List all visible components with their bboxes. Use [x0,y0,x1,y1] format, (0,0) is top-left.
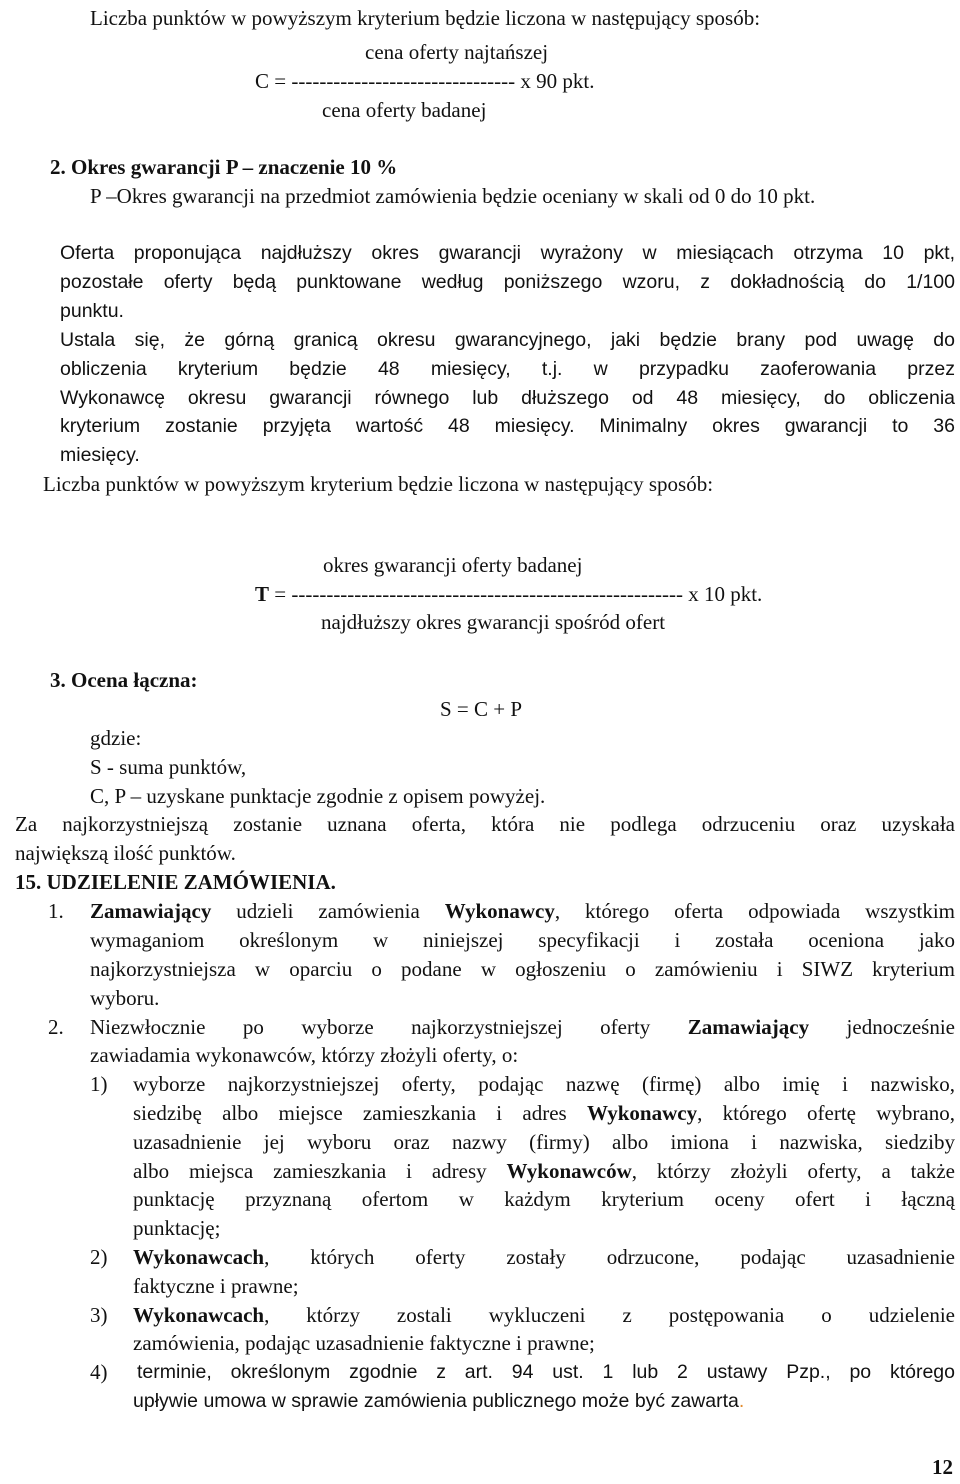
item-number: 1. [48,899,64,923]
subitem-3-line-2: zamówienia, podając uzasadnienie faktyczne i prawne; [133,1331,595,1355]
subitem-1-line: punktację; [133,1216,221,1240]
bold-term: Wykonawcach [133,1303,265,1327]
subitem-4-line-1: terminie, określonym zgodnie z art. 94 ust. 1 lub 2 ustawy Pzp., po którego [137,1361,955,1383]
subitem-number: 2) [90,1245,108,1269]
total-score-heading: 3. Ocena łączna: [50,668,198,692]
criterion-p-heading: 2. Okres gwarancji P – znaczenie 10 % [50,155,398,179]
bold-term: Zamawiający [687,1015,810,1039]
winner-line: Za najkorzystniejszą zostanie uznana oferta, która nie podlega odrzuceniu oraz uzyskała [15,812,955,836]
subitem-number: 4) [90,1360,108,1384]
paragraph-line: miesięcy. [60,444,140,466]
subitem-1-line: punktację przyznaną ofertom w każdym kryterium oceny ofert i łączną [133,1187,955,1211]
text-run: udzieli zamówienia [211,899,445,923]
paragraph-line: punktu. [60,300,124,322]
formula-t-numerator: okres gwarancji oferty badanej [323,553,583,577]
total-score-cp-definition: C, P – uzyskane punktacje zgodnie z opisem powyżej. [90,784,546,808]
subitem-1-line: wyborze najkorzystniejszej oferty, podając nazwę (firmę) albo imię i nazwisko, [133,1072,955,1096]
total-score-where: gdzie: [90,726,142,750]
bold-term: Wykonawcy [587,1101,698,1125]
formula-t-denominator: najdłuższy okres gwarancji spośród ofert [321,610,666,634]
text-run: siedzibę albo miejsce zamieszkania i adres [133,1101,587,1125]
subitem-number: 1) [90,1072,108,1096]
total-score-formula: S = C + P [440,697,523,721]
paragraph-line: Wykonawcę okresu gwarancji równego lub dłuższego od 48 miesięcy, do obliczenia [60,387,955,409]
text-run: , którego ofertę wybrano, [697,1101,955,1125]
item-2-line-1 [90,1013,955,1042]
criterion-c-intro: Liczba punktów w powyższym kryterium będzie liczona w następujący sposób: [90,6,761,30]
subitem-2-line-2: faktyczne i prawne; [133,1274,299,1298]
winner-line: największą ilość punktów. [15,841,236,865]
section-15-heading: 15. UDZIELENIE ZAMÓWIENIA. [15,870,336,894]
bold-term: Wykonawców [506,1159,632,1183]
text-run: upływie umowa w sprawie zamówienia publicznego może być zawarta [133,1390,739,1412]
paragraph-line: Oferta proponująca najdłuższy okres gwarancji wyrażony w miesiącach otrzyma 10 pkt, [60,242,955,264]
formula-t-dashes: = -------------------------------------------------------- x 10 pkt. [269,582,763,606]
subitem-3-line-1 [133,1301,955,1330]
formula-t-var: T [255,582,270,606]
subitem-number: 3) [90,1303,108,1327]
item-2-line-2: zawiadamia wykonawców, którzy złożyli oferty, o: [90,1043,519,1067]
formula-c-denominator: cena oferty badanej [322,98,487,122]
text-run: albo miejsca zamieszkania i adresy [133,1159,507,1183]
paragraph-line: obliczenia kryterium będzie 48 miesięcy, t.j. w przypadku zaoferowania przez [60,358,955,380]
paragraph-line: pozostałe oferty będą punktowane według poniższego wzoru, z dokładnością do 1/100 [60,271,955,293]
subitem-1-line [133,1157,955,1186]
text-run: , którzy złożyli oferty, a także [631,1159,955,1183]
item-1-line: wymaganiom określonym w niniejszej specyfikacji i została oceniona jako [90,928,955,952]
item-1-line: najkorzystniejsza w oparciu o podane w ogłoszeniu o zamówieniu i SIWZ kryterium [90,957,955,981]
bold-term: Wykonawcy [444,899,555,923]
item-1-line: wyboru. [90,986,160,1010]
paragraph-line: Ustala się, że górną granicą okresu gwarancyjnego, jaki będzie brany pod uwagę do [60,329,955,351]
formula-t-line [255,580,762,609]
item-1-line-1 [90,897,955,926]
item-number: 2. [48,1015,64,1039]
total-score-s-definition: S - suma punktów, [90,755,247,779]
subitem-4-line-2 [133,1387,744,1416]
criterion-p-description: P –Okres gwarancji na przedmiot zamówienia będzie oceniany w skali od 0 do 10 pkt. [90,184,816,208]
text-run: jednocześnie [809,1015,955,1039]
period-mark: . [738,1390,745,1412]
text-run: , którzy zostali wykluczeni z postępowania o udzielenie [264,1303,955,1327]
subitem-1-line [133,1099,955,1128]
formula-c-numerator: cena oferty najtańszej [365,40,549,64]
subitem-2-line-1 [133,1243,955,1272]
text-run: Niezwłocznie po wyborze najkorzystniejszej oferty [90,1015,688,1039]
page-number: 12 [932,1455,953,1479]
subitem-1-line: uzasadnienie jej wyboru oraz nazwy (firmy) albo imiona i nazwiska, siedziby [133,1130,955,1154]
text-run: , których oferty zostały odrzucone, podając uzasadnienie [264,1245,955,1269]
criterion-p-points-intro: Liczba punktów w powyższym kryterium będzie liczona w następujący sposób: [43,472,714,496]
text-run: , którego oferta odpowiada wszystkim [554,899,955,923]
formula-c-line: C = -------------------------------- x 90 pkt. [255,69,595,93]
bold-term: Wykonawcach [133,1245,265,1269]
bold-term: Zamawiający [90,899,212,923]
paragraph-line: kryterium zostanie przyjęta wartość 48 miesięcy. Minimalny okres gwarancji to 36 [60,415,955,437]
